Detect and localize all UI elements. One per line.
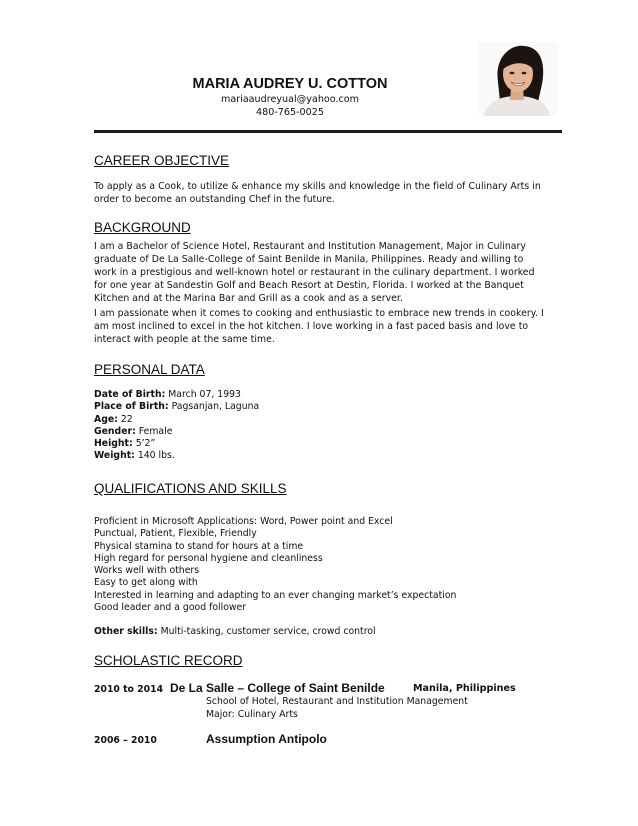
profile-photo-image: [478, 42, 557, 116]
school-name: De La Salle – College of Saint Benilde: [170, 681, 385, 695]
personal-data-value: 22: [120, 413, 133, 425]
profile-photo: [478, 42, 557, 116]
qualification-item: Interested in learning and adapting to an ever changing market’s expectation: [94, 589, 457, 601]
career-objective-line: To apply as a Cook, to utilize & enhance my skills and knowledge in the field of Culinary Arts in: [94, 181, 541, 192]
background-line: graduate of De La Salle-College of Saint Benilde in Manila, Philippines. Ready and willing to: [94, 254, 524, 265]
qualification-item: Works well with others: [94, 565, 200, 577]
personal-data-row: [94, 450, 554, 462]
personal-data-value: 5’2”: [135, 438, 156, 450]
background-line: I am a Bachelor of Science Hotel, Restaurant and Institution Management, Major in Culinary: [94, 241, 526, 252]
background-line: Kitchen and at the Marina Bar and Grill as a cook and as a server.: [94, 293, 403, 304]
qualification-item: Good leader and a good follower: [94, 602, 247, 614]
header-divider: [94, 130, 562, 133]
career-objective-text: [94, 180, 544, 206]
personal-data-value: 140 lbs.: [137, 450, 175, 462]
career-objective-line: order to become an outstanding Chef in the future.: [94, 194, 335, 205]
email-address[interactable]: mariaaudreyual@yahoo.com: [220, 94, 360, 105]
qualification-item: High regard for personal hygiene and cleanliness: [94, 552, 323, 564]
personal-data-row: [94, 414, 554, 426]
applicant-name: MARIA AUDREY U. COTTON: [192, 76, 388, 92]
career-objective-heading: CAREER OBJECTIVE: [94, 153, 230, 168]
other-skills-label: Other skills:: [94, 626, 158, 637]
personal-data-label: Height:: [94, 438, 133, 450]
personal-data-row: [94, 389, 554, 401]
personal-data-label: Date of Birth:: [94, 389, 166, 400]
qualification-item: Easy to get along with: [94, 577, 198, 589]
qualifications-heading: QUALIFICATIONS AND SKILLS: [94, 481, 287, 496]
background-line: am most inclined to excel in the hot kitchen. I love working in a fast paced basis and love to: [94, 321, 529, 332]
school-name: Assumption Antipolo: [206, 732, 327, 746]
personal-data-value: Female: [138, 425, 173, 437]
background-line: I am passionate when it comes to cooking and enthusiastic to embrace new trends in cookery. I: [94, 308, 544, 319]
personal-data-row: [94, 401, 554, 413]
school-detail: School of Hotel, Restaurant and Institution Management: [206, 696, 468, 707]
background-paragraph-2: [94, 307, 544, 346]
qualification-item: Punctual, Patient, Flexible, Friendly: [94, 528, 257, 540]
personal-data-heading: PERSONAL DATA: [94, 362, 205, 377]
school-detail: Major: Culinary Arts: [206, 709, 298, 720]
personal-data-value: March 07, 1993: [168, 389, 241, 400]
other-skills-value: Multi-tasking, customer service, crowd control: [160, 626, 376, 637]
background-line: interact with people at the same time.: [94, 334, 275, 345]
personal-data-value: Pagsanjan, Laguna: [171, 401, 260, 413]
qualifications-list: [94, 516, 554, 614]
background-line: work in a prestigious and well-known hotel or restaurant in the culinary department. I worked: [94, 267, 535, 278]
school-years: 2006 – 2010: [94, 735, 157, 746]
phone-number: 480-765-0025: [256, 107, 324, 118]
other-skills: [94, 626, 554, 638]
qualification-item: Physical stamina to stand for hours at a time: [94, 540, 304, 552]
personal-data-label: Place of Birth:: [94, 401, 169, 413]
personal-data-label: Age:: [94, 413, 118, 425]
personal-data-list: [94, 389, 554, 463]
personal-data-label: Weight:: [94, 450, 135, 462]
background-paragraph-1: [94, 240, 544, 305]
background-heading: BACKGROUND: [94, 220, 191, 235]
school-location: Manila, Philippines: [413, 683, 516, 694]
background-line: for one year at Sandestin Golf and Beach Resort at Destin, Florida. I worked at the Banquet: [94, 280, 524, 291]
school-years: 2010 to 2014: [94, 684, 164, 695]
personal-data-row: [94, 426, 554, 438]
qualification-item: Proficient in Microsoft Applications: Word, Power point and Excel: [94, 516, 393, 527]
personal-data-row: [94, 438, 554, 450]
personal-data-label: Gender:: [94, 425, 136, 437]
scholastic-heading: SCHOLASTIC RECORD: [94, 653, 243, 668]
